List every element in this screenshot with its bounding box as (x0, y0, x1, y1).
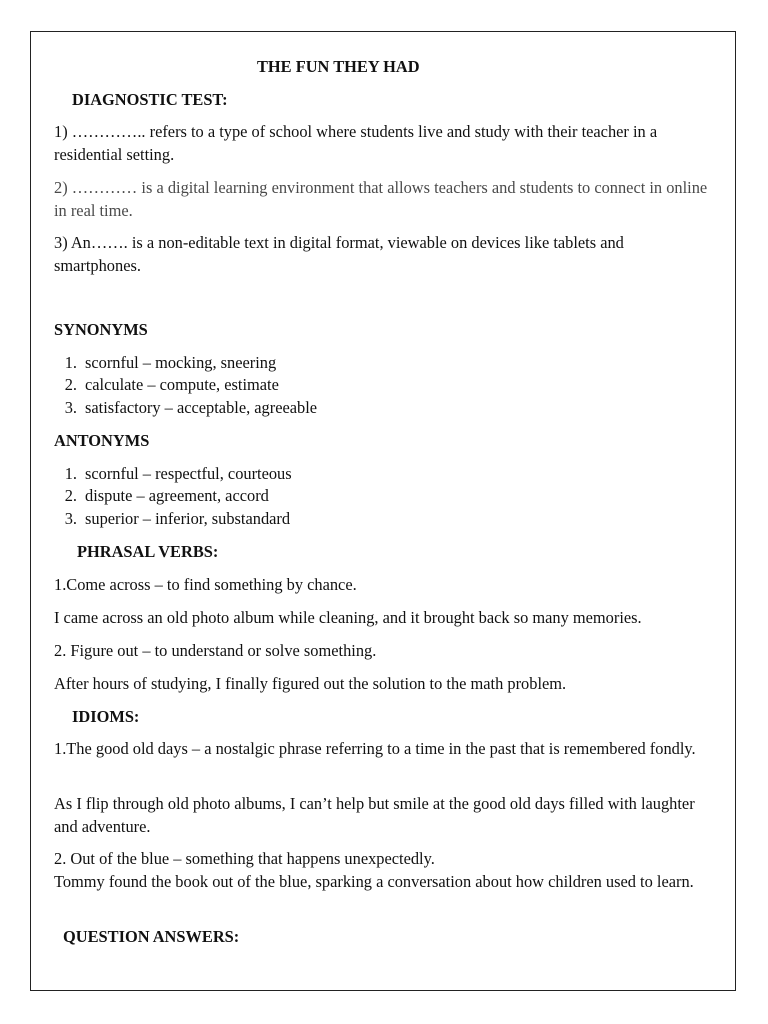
antonym-item (54, 463, 292, 485)
list-text: satisfactory – acceptable, agreeable (85, 398, 318, 417)
synonyms-heading: SYNONYMS (54, 320, 148, 339)
idioms-heading: IDIOMS: (72, 707, 140, 726)
page-title: THE FUN THEY HAD (257, 57, 420, 76)
question-answers-heading: QUESTION ANSWERS: (63, 927, 240, 946)
phrasal-verb-example: After hours of studying, I finally figured out the solution to the math problem. (54, 674, 567, 693)
list-text: scornful – mocking, sneering (85, 353, 277, 372)
list-number: 3. (64, 398, 77, 417)
diagnostic-item-3: 3) An……. is a non-editable text in digital format, viewable on devices like tablets and smartphones. (54, 233, 624, 275)
idiom-example: Tommy found the book out of the blue, sparking a conversation about how children used to learn. (54, 872, 694, 891)
list-number: 3. (64, 509, 77, 528)
phrasal-verbs-heading: PHRASAL VERBS: (77, 542, 219, 561)
list-number: 1. (64, 353, 77, 372)
phrasal-verb-definition: 2. Figure out – to understand or solve something. (54, 641, 377, 660)
antonyms-heading: ANTONYMS (54, 431, 150, 450)
diagnostic-item-1: 1) ………….. refers to a type of school where students live and study with their teacher in a residential setting. (54, 122, 658, 164)
idiom-definition: 2. Out of the blue – something that happens unexpectedly. (54, 849, 435, 868)
list-number: 2. (64, 486, 77, 505)
list-number: 1. (64, 464, 77, 483)
idiom-definition: 1.The good old days – a nostalgic phrase referring to a time in the past that is remembered fondly. (54, 739, 696, 758)
phrasal-verb-definition: 1.Come across – to find something by chance. (54, 575, 357, 594)
phrasal-verb-example: I came across an old photo album while cleaning, and it brought back so many memories. (54, 608, 642, 627)
list-text: scornful – respectful, courteous (85, 464, 292, 483)
list-text: superior – inferior, substandard (85, 509, 291, 528)
list-text: dispute – agreement, accord (85, 486, 269, 505)
synonym-item (54, 374, 279, 396)
diagnostic-item-2: 2) ………… is a digital learning environment that allows teachers and students to connect in online in real time. (54, 178, 708, 220)
list-text: calculate – compute, estimate (85, 375, 279, 394)
antonym-item (54, 508, 290, 530)
list-number: 2. (64, 375, 77, 394)
synonym-item (54, 352, 276, 374)
synonym-item (54, 397, 317, 419)
idiom-example: As I flip through old photo albums, I can’t help but smile at the good old days filled with laughter and adventure. (54, 794, 695, 836)
antonym-item (54, 485, 269, 507)
diagnostic-heading: DIAGNOSTIC TEST: (72, 90, 228, 109)
